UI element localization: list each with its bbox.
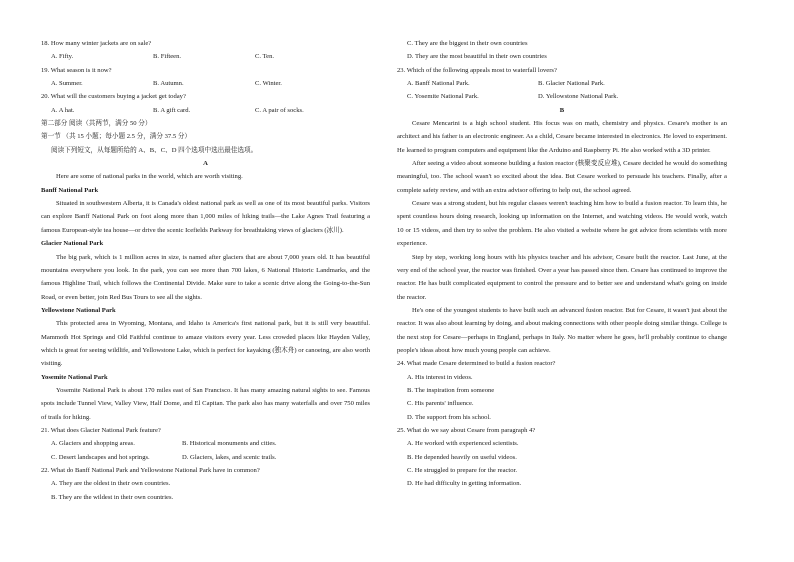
question-24: 24. What made Cesare determined to build a fusion reactor?: [397, 360, 556, 368]
option-b: B. He depended heavily on useful videos.: [407, 453, 517, 461]
option-c: C. Yosemite National Park.: [407, 93, 479, 101]
passage-b-paragraph-5: He's one of the youngest students to have built such an advanced fusion reactor. But for Cesare, it wasn't just about the reactor. It was also about learning by doing, and about making connections with other people doing similar things. College is the next stop for Cesare—perhaps in England, perhaps in Italy. No matter where he goes, he'll probably continue to change people's ideas about how much young people can achieve.: [397, 306, 727, 354]
option-d: D. The support from his school.: [407, 413, 491, 421]
option-b: B. A gift card.: [153, 106, 191, 114]
question-18: 18. How many winter jackets are on sale?: [41, 40, 152, 47]
option-d: D. Glaciers, lakes, and scenic trails.: [182, 453, 277, 461]
yellowstone-heading: Yellowstone National Park: [41, 306, 116, 314]
option-b: B. Glacier National Park.: [538, 80, 605, 88]
option-a: A. Banff National Park.: [407, 80, 470, 88]
question-23-options-row1: [397, 77, 727, 90]
question-18-options: [41, 50, 370, 63]
reading-instruction: 阅读下列短文，从每题所给的 A、B、C、D 四个选项中选出最佳选项。: [51, 146, 258, 154]
option-a: A. They are the oldest in their own countries.: [51, 480, 171, 488]
banff-heading: Banff National Park: [41, 186, 99, 194]
question-19-options: [41, 77, 370, 90]
question-23-options-row2: [397, 90, 727, 103]
question-19: 19. What season is it now?: [41, 66, 112, 74]
right-column: [397, 37, 727, 491]
option-b: B. Fifteen.: [153, 53, 182, 61]
question-23: 23. Which of the following appeals most to waterfall lovers?: [397, 66, 557, 74]
part-two-heading: 第二部分 阅读（共两节，满分 50 分）: [41, 120, 152, 128]
passage-a-label: A: [203, 160, 208, 168]
question-20: 20. What will the customers buying a jacket get today?: [41, 93, 186, 101]
option-b: B. The inspiration from someone: [407, 386, 495, 394]
yosemite-paragraph: Yosemite National Park is about 170 miles east of San Francisco. It has many amazing natural sights to see. Famous spots include Tunnel View, Valley View, Half Dome, and El Capitan. The park also has many waterfalls and over 750 miles of trails for hiking.: [41, 386, 370, 421]
option-c: C. They are the biggest in their own countries: [407, 40, 528, 47]
question-25: 25. What do we say about Cesare from paragraph 4?: [397, 426, 536, 434]
option-c: C. Desert landscapes and hot springs.: [51, 453, 150, 461]
option-d: D. They are the most beautiful in their own countries: [407, 53, 547, 61]
banff-paragraph: Situated in southwestern Alberta, it is Canada's oldest national park as well as one of its most beautiful parks. Visitors can explore Banff National Park on foot along more than 1,000 miles of hiking trails—the Lake Agnes Trail featuring a famous European-style tea house—or drive the scenic Icefields Parkway for breathtaking views of glaciers (冰川).: [41, 200, 370, 234]
passage-b-paragraph-4: Step by step, working long hours with his physics teacher and his advisor, Cesare built the reactor. Last June, at the very end of the school year, the reactor was finished. Over a year has passed since then. Cesare has continued to improve the reactor. He has built complicated equipment to control the pressure and to better see and understand what's going on inside the reactor.: [397, 253, 727, 301]
glacier-paragraph: The big park, which is 1 million acres in size, is named after glaciers that are about 7,000 years old. It has beautiful mountains everywhere you look. In the park, you can see more than 700 lakes, 6 National Historic Landmarks, and the famous Highline Trail, which follows the Continental Divide. Make sure to take a scenic drive along the Going-to-the-Sun Road, or even better, join Red Bus Tours to see all the sights.: [41, 253, 370, 301]
glacier-heading: Glacier National Park: [41, 240, 104, 248]
option-c: C. A pair of socks.: [255, 106, 304, 114]
yosemite-heading: Yosemite National Park: [41, 373, 108, 381]
option-a: A. Summer.: [51, 80, 83, 88]
option-a: A. His interest in videos.: [407, 373, 473, 381]
option-b: B. Autumn.: [153, 80, 184, 88]
question-21-options-row2: [41, 451, 370, 464]
question-22: 22. What do Banff National Park and Yellowstone National Park have in common?: [41, 467, 260, 474]
question-20-options: [41, 104, 370, 117]
left-column: [41, 37, 370, 504]
passage-b-paragraph-3: Cesare was a strong student, but his regular classes weren't teaching him how to build a fusion reactor. To learn this, he spent countless hours doing research, looking up information on the Internet, and watching videos. He would work, watch 10 or 15 videos, and then try to solve the problem. He also visited a website where he got advice from scientists with more experience.: [397, 200, 727, 248]
section-one-heading: 第一节 （共 15 小题；每小题 2.5 分，满分 37.5 分）: [41, 133, 192, 141]
option-d: D. He had difficulty in getting information.: [407, 480, 522, 488]
option-a: A. Fifty.: [51, 53, 74, 61]
question-21-options-row1: [41, 437, 370, 450]
passage-b-paragraph-2: After seeing a video about someone building a fusion reactor (核聚变反应堆), Cesare decided he would do something meaningful, too. The school wasn't so excited about the idea. But Cesare worked to persuade his teachers. Finally, after a complete safety review, and with an extra advisor offering to help out, the school agreed.: [397, 160, 727, 194]
option-c: C. He struggled to prepare for the reactor.: [407, 467, 518, 474]
passage-a-intro: Here are some of national parks in the world, which are worth visiting.: [56, 173, 243, 181]
option-c: C. Ten.: [255, 53, 275, 61]
option-c: C. Winter.: [255, 80, 282, 88]
option-c: C. His parents' influence.: [407, 400, 474, 408]
option-b: B. Historical monuments and cities.: [182, 440, 277, 448]
question-21: 21. What does Glacier National Park feature?: [41, 426, 161, 434]
option-a: A. Glaciers and shopping areas.: [51, 440, 135, 448]
yellowstone-paragraph: This protected area in Wyoming, Montana, and Idaho is America's first national park, but it is still very beautiful. Mammoth Hot Springs and Old Faithful continue to amaze visitors every year. Less crowded places like Hayden Valley, which is great for seeing wildlife, and Yellowstone Lake, which is perfect for kayaking (独木舟) or canoeing, are also worth visiting.: [41, 320, 370, 368]
option-d: D. Yellowstone National Park.: [538, 93, 619, 101]
passage-b-paragraph-1: Cesare Mencarini is a high school student. His focus was on math, chemistry and physics. Cesare's mother is an architect and his father is an electronic engineer. As a child, Cesare became interested in electronics. He loved to experiment. He learned to program computers and equipment like the Arduino and Raspberry Pi. He also worked with a 3D printer.: [397, 120, 727, 154]
option-a: A. A hat.: [51, 106, 75, 114]
passage-b-label: B: [559, 106, 565, 114]
option-a: A. He worked with experienced scientists.: [407, 440, 519, 448]
option-b: B. They are the wildest in their own countries.: [51, 493, 174, 501]
